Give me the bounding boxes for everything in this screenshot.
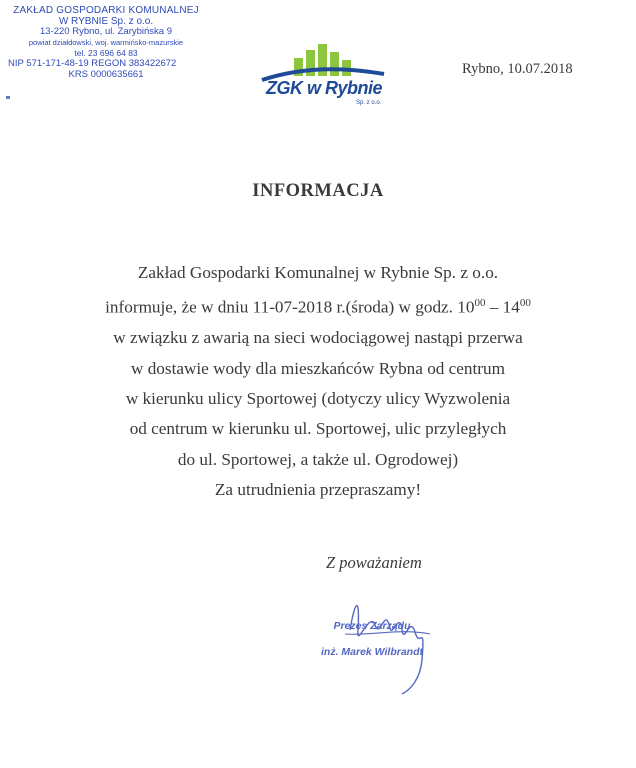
logo-text: ZGK w Rybnie xyxy=(265,78,382,98)
document-date: Rybno, 10.07.2018 xyxy=(462,61,573,77)
signer-name: inż. Marek Wilbrandt xyxy=(320,646,423,658)
stamp-line-3: 13-220 Rybno, ul. Zarybińska 9 xyxy=(39,26,173,38)
scan-mark xyxy=(6,96,10,99)
stamp-line-6: NIP 571-171-48-19 REGON 383422672 xyxy=(8,57,177,69)
logo-subtext: Sp. z o.o. xyxy=(356,100,382,106)
signer-role: Prezes Zarządu xyxy=(333,620,411,632)
document-title: INFORMACJA xyxy=(252,181,384,201)
document-body xyxy=(0,258,636,505)
body-line-3: w związku z awarią na sieci wodociągowej nastąpi przerwa xyxy=(113,328,523,348)
stamp-line-2: W RYBNIE Sp. z o.o. xyxy=(58,15,154,27)
body-line-7: do ul. Sportowej, a także ul. Ogrodowej) xyxy=(177,449,459,469)
body-line-6: od centrum w kierunku ul. Sportowej, ulic przyległych xyxy=(129,419,507,439)
body-line-2: informuje, że w dniu 11-07-2018 r.(środa) w godz. $10^{00} - 14^{00}$ xyxy=(105,297,531,318)
body-line-8: Za utrudnienia przepraszamy! xyxy=(214,479,422,499)
closing-greeting: Z poważaniem xyxy=(326,553,422,572)
body-line-5: w kierunku ulicy Sportowej (dotyczy ulicy Wyzwolenia xyxy=(125,388,511,408)
body-line-1: Zakład Gospodarki Komunalnej w Rybnie Sp. z o.o. xyxy=(137,263,499,282)
stamp-line-7: KRS 0000635661 xyxy=(68,68,144,80)
company-logo xyxy=(256,44,392,110)
body-line-4: w dostawie wody dla mieszkańców Rybna od centrum xyxy=(130,358,505,378)
stamp-line-5: tel. 23 696 64 83 xyxy=(74,48,138,59)
stamp-line-4: powiat działdowski, woj. warmińsko-mazurskie xyxy=(28,37,184,47)
signer-block xyxy=(302,620,442,658)
stamp-line-1: ZAKŁAD GOSPODARKI KOMUNALNEJ xyxy=(13,5,199,16)
company-stamp xyxy=(6,6,206,80)
